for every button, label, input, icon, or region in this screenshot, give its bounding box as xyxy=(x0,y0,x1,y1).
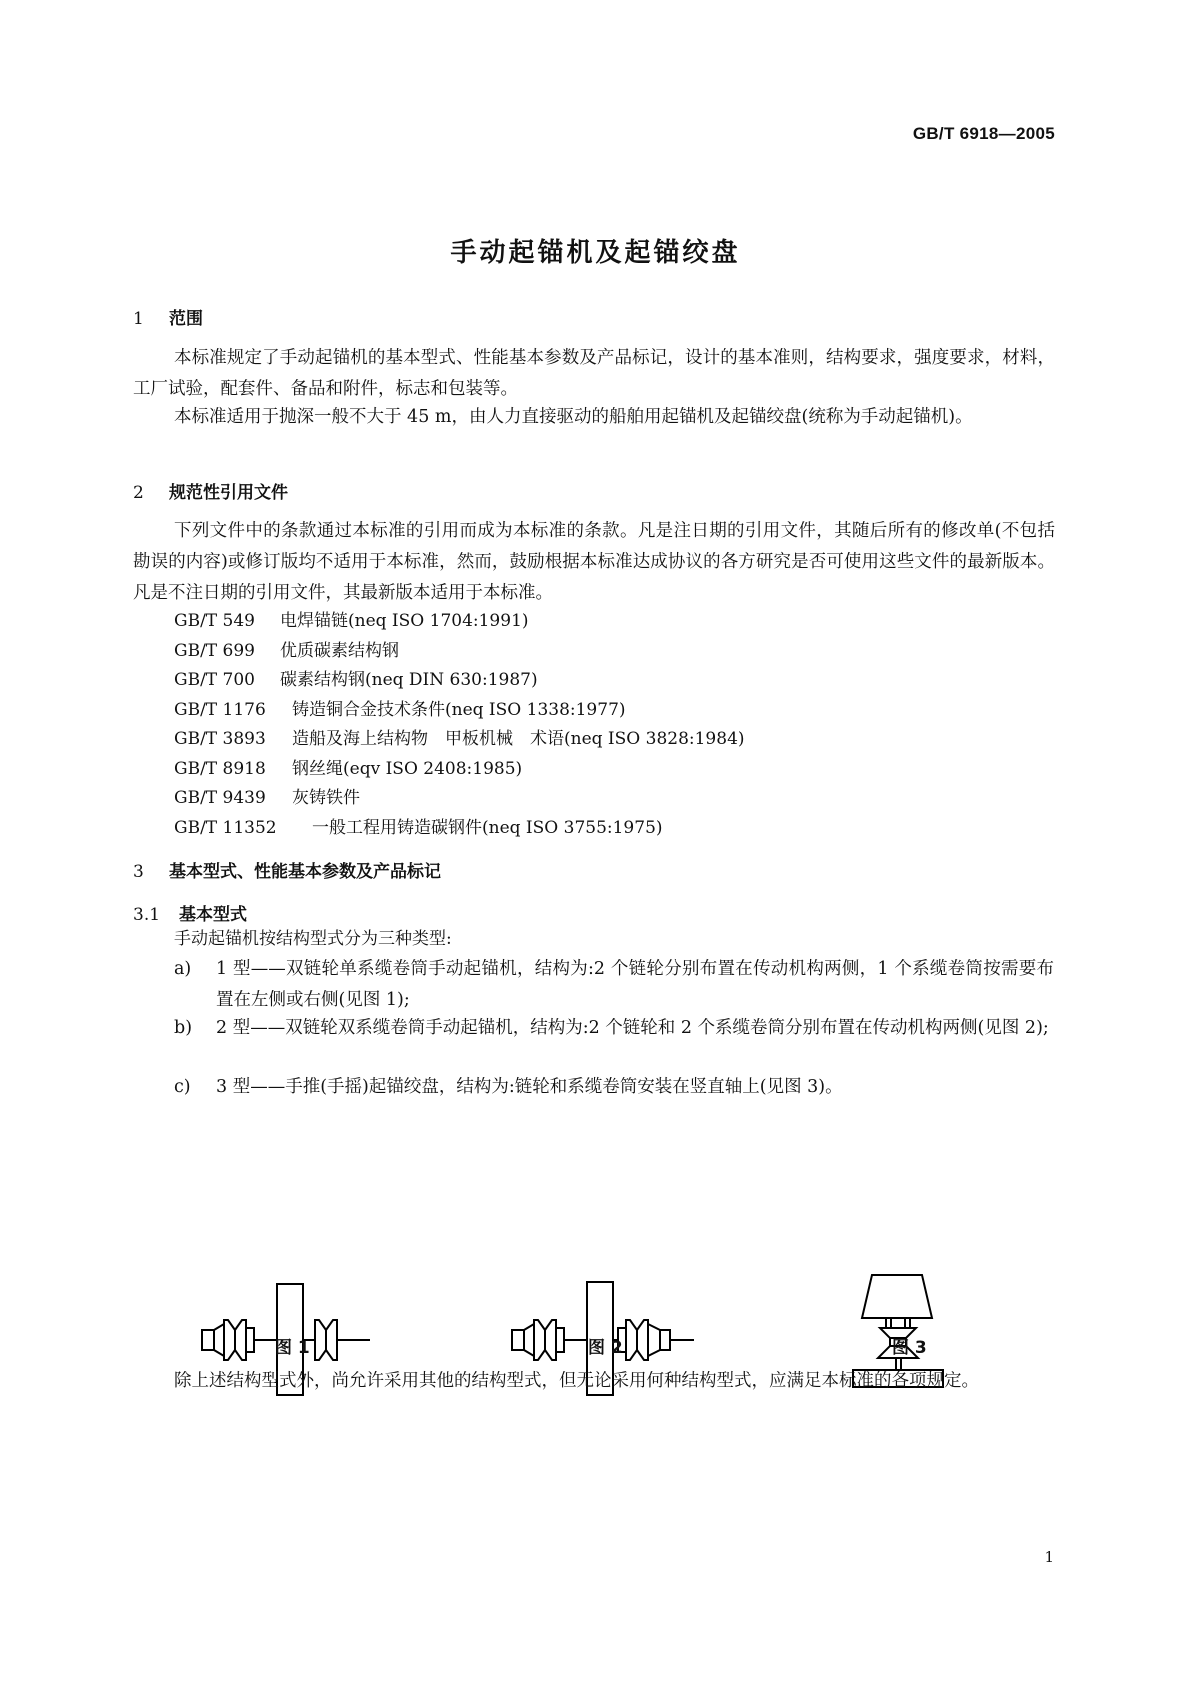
reference-title: 造船及海上结构物 甲板机械 术语(neq ISO 3828:1984) xyxy=(292,729,745,749)
section-number: 2 xyxy=(133,483,144,503)
cone-part xyxy=(648,1324,660,1356)
reference-code: GB/T 1176 xyxy=(174,700,266,720)
reference-code: GB/T 9439 xyxy=(174,788,266,808)
reference-code: GB/T 549 xyxy=(174,611,255,631)
document-title: 手动起锚机及起锚绞盘 xyxy=(450,238,741,268)
section-number: 1 xyxy=(133,309,144,329)
chain-wheel-part xyxy=(235,1320,246,1360)
chain-wheel-part xyxy=(224,1320,235,1360)
list-marker: c) xyxy=(174,1077,191,1097)
reference-item xyxy=(174,636,399,667)
list-item xyxy=(174,1013,1054,1075)
figure-3-caption: 图 3 xyxy=(892,1338,927,1358)
chain-wheel-part xyxy=(626,1320,637,1360)
list-marker: b) xyxy=(174,1018,193,1038)
standard-number: GB/T 6918—2005 xyxy=(912,124,1055,143)
list-marker: a) xyxy=(174,959,192,979)
reference-item xyxy=(174,813,663,844)
capstan-head xyxy=(862,1275,932,1318)
list-item xyxy=(174,1072,1054,1103)
reference-code: GB/T 11352 xyxy=(174,818,277,838)
list-text: 1 型——双链轮单系缆卷筒手动起锚机，结构为:2 个链轮分别布置在传动机构两侧，1 个系缆卷筒按需要布置在左侧或右侧(见图 1); xyxy=(216,959,1054,1010)
chain-wheel-part xyxy=(545,1320,556,1360)
section-1-paragraph: 本标准规定了手动起锚机的基本型式、性能基本参数及产品标记，设计的基本准则，结构要求，强度要求，材料，工厂试验，配套件、备品和附件，标志和包装等。 xyxy=(133,348,1055,399)
section-2-heading xyxy=(133,478,288,503)
figure-1-caption: 图 1 xyxy=(275,1338,310,1358)
figure-2-caption: 图 2 xyxy=(588,1338,623,1358)
section-title: 规范性引用文件 xyxy=(169,483,288,503)
list-text: 3 型——手推(手摇)起锚绞盘，结构为:链轮和系缆卷筒安装在竖直轴上(见图 3)。 xyxy=(216,1077,843,1097)
reference-code: GB/T 3893 xyxy=(174,729,266,749)
reference-item xyxy=(174,665,538,696)
reference-code: GB/T 699 xyxy=(174,641,255,661)
chain-wheel-part xyxy=(534,1320,545,1360)
handle-part xyxy=(512,1330,524,1350)
closing-paragraph: 除上述结构型式外，尚允许采用其他的结构型式，但无论采用何种结构型式，应满足本标准的各项规定。 xyxy=(174,1371,979,1391)
subsection-3-1-heading xyxy=(133,900,247,925)
section-1-heading xyxy=(133,304,203,329)
section-title: 范围 xyxy=(169,309,203,329)
section-title: 基本型式、性能基本参数及产品标记 xyxy=(169,862,441,882)
handle-part xyxy=(202,1330,214,1350)
reference-title: 灰铸铁件 xyxy=(292,788,360,808)
page-number: 1 xyxy=(1044,1548,1054,1566)
subsection-title: 基本型式 xyxy=(179,905,247,925)
reference-title: 一般工程用铸造碳钢件(neq ISO 3755:1975) xyxy=(312,818,663,838)
reference-code: GB/T 8918 xyxy=(174,759,266,779)
section-number: 3 xyxy=(133,862,144,882)
section-3-heading xyxy=(133,857,441,882)
drum-part xyxy=(326,1320,337,1360)
reference-item xyxy=(174,606,529,637)
section-2-intro: 下列文件中的条款通过本标准的引用而成为本标准的条款。凡是注日期的引用文件，其随后所有的修改单(不包括勘误的内容)或修订版均不适用于本标准，然而，鼓励根据本标准达成协议的各方研究是否可使用这些文件的最新版本。凡是不注日期的引用文件，其最新版本适用于本标准。 xyxy=(133,521,1055,603)
capstan-neck xyxy=(886,1318,910,1328)
subsection-number: 3.1 xyxy=(133,905,161,925)
reference-code: GB/T 700 xyxy=(174,670,255,690)
cone-part xyxy=(524,1324,534,1356)
hub-part xyxy=(246,1328,254,1352)
hub-part xyxy=(556,1328,564,1352)
list-text: 2 型——双链轮双系缆卷筒手动起锚机，结构为:2 个链轮和 2 个系缆卷筒分别布置在传动机构两侧(见图 2); xyxy=(216,1018,1049,1038)
reference-title: 电焊锚链(neq ISO 1704:1991) xyxy=(280,611,529,631)
cone-part xyxy=(214,1324,224,1356)
reference-title: 优质碳素结构钢 xyxy=(280,641,399,661)
list-item xyxy=(174,954,1054,1016)
reference-item xyxy=(174,724,745,755)
reference-title: 铸造铜合金技术条件(neq ISO 1338:1977) xyxy=(292,700,626,720)
reference-item xyxy=(174,695,626,726)
reference-item xyxy=(174,754,522,785)
section-1-paragraph: 本标准适用于抛深一般不大于 45 m，由人力直接驱动的船舶用起锚机及起锚绞盘(统称为手动起锚机)。 xyxy=(174,407,973,427)
reference-item xyxy=(174,783,360,814)
drum-part xyxy=(315,1320,326,1360)
subsection-intro: 手动起锚机按结构型式分为三种类型: xyxy=(174,929,452,949)
handle-part xyxy=(660,1330,670,1350)
chain-wheel-part xyxy=(637,1320,648,1360)
reference-title: 碳素结构钢(neq DIN 630:1987) xyxy=(280,670,538,690)
reference-title: 钢丝绳(eqv ISO 2408:1985) xyxy=(292,759,523,779)
